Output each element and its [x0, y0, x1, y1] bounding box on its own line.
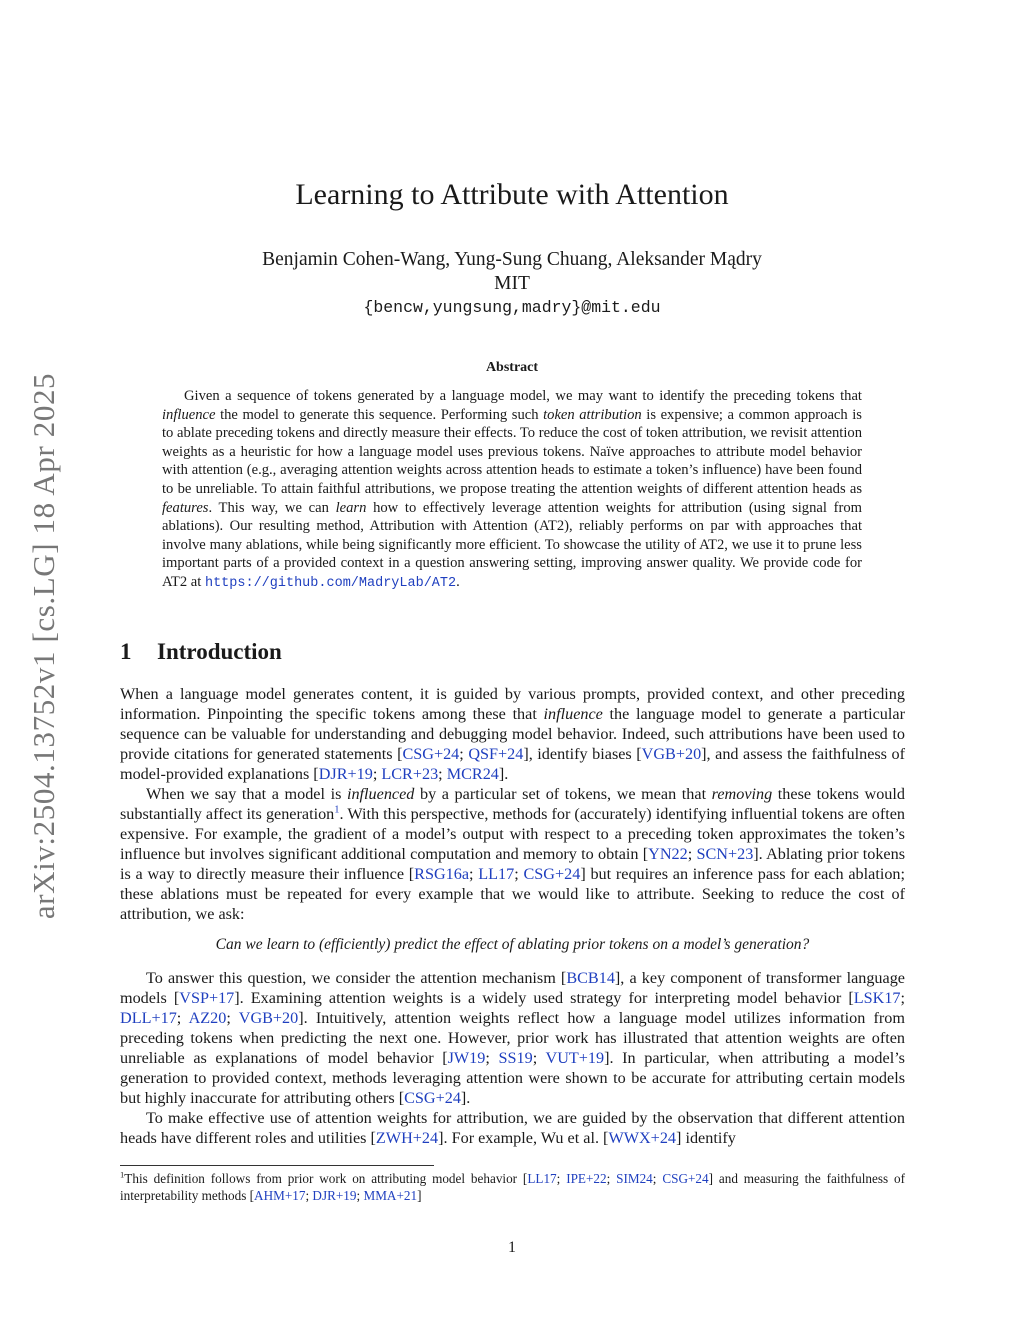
abstract-paragraph: Given a sequence of tokens generated by a language model, we may want to identify the preceding tokens that influence the model to generate this sequence. Performing such token attribution is expensive; a common approach is to ablate preceding tokens and directly measure their effects. To reduce the cost of token attribution, we revisit attention weights as a heuristic for how a language model uses previous tokens. Naïve approaches to attribute model behavior with attention (e.g., averaging attention weights across attention heads to estimate a token’s influence) have been found to be unreliable. To attain faithful attributions, we propose treating the attention weights of different attention heads as features. This way, we can learn how to effectively leverage attention weights for attribution (using signal from ablations). Our resulting method, Attribution with Attention (AT2), reliably performs on par with approaches that involve many ablations, while being significantly more efficient. To showcase the utility of AT2, we use it to prune less important parts of a provided context in a question answering setting, improving answer quality. We provide code for AT2 at https://github.com/MadryLab/AT2. — [162, 388, 862, 591]
code-link[interactable]: https://github.com/MadryLab/AT2 — [204, 575, 457, 591]
abstract-heading: Abstract — [485, 360, 539, 375]
citation-link[interactable]: VUT+19 — [545, 1049, 605, 1067]
footnote-mark: 1 — [120, 1169, 125, 1180]
citation-link[interactable]: VGB+20 — [238, 1009, 299, 1027]
citation-link[interactable]: LSK17 — [853, 989, 901, 1007]
page-number: 1 — [508, 1239, 516, 1256]
research-question: Can we learn to (efficiently) predict the effect of ablating prior tokens on a model’s generation? — [215, 936, 810, 953]
section-heading-introduction — [120, 639, 282, 665]
citation-link[interactable]: VGB+20 — [641, 745, 702, 763]
citation-link[interactable]: DJR+19 — [312, 1188, 357, 1203]
citation-link[interactable]: IPE+22 — [566, 1171, 607, 1186]
paragraph-3: To answer this question, we consider the attention mechanism [BCB14], a key component of transformer language models [VSP+17]. Examining attention weights is a widely used strategy for interpreting model behavior [LSK17; DLL+17; AZ20; VGB+20]. Intuitively, attention weights reflect how a language model utilizes information from preceding tokens when predicting the next one. However, prior work has illustrated that attention weights are often unreliable as explanations of model behavior [JW19; SS19; VUT+19]. In particular, when attributing a model’s generation to provided context, methods leveraging attention were shown to be accurate for attributing certain models but highly inaccurate for attributing others [CSG+24]. — [120, 969, 906, 1107]
citation-link[interactable]: JW19 — [447, 1049, 486, 1067]
arxiv-identifier — [16, 355, 72, 937]
footnote-1: $^1$This definition follows from prior work on attributing model behavior [LL17; IPE+22; SIM24; CSG+24] and measuring the faithfulness of interpretability methods [AHM+17; DJR+19; MMA+21] — [120, 1169, 905, 1203]
citation-link[interactable]: CSG+24 — [404, 1089, 461, 1107]
affiliation: MIT — [494, 273, 530, 294]
footnote-marker-link[interactable]: 1 — [334, 804, 340, 816]
citation-link[interactable]: ZWH+24 — [375, 1129, 439, 1147]
citation-link[interactable]: QSF+24 — [468, 745, 524, 763]
citation-link[interactable]: DJR+19 — [318, 765, 373, 783]
citation-link[interactable]: AHM+17 — [254, 1188, 306, 1203]
author-list: Benjamin Cohen-Wang, Yung-Sung Chuang, Aleksander Mądry — [262, 249, 762, 270]
citation-link[interactable]: CSG+24 — [402, 745, 460, 763]
citation-link[interactable]: LL17 — [527, 1171, 557, 1186]
introduction-body — [120, 684, 905, 1148]
citation-link[interactable]: SIM24 — [616, 1171, 653, 1186]
section-number: 1 — [120, 639, 132, 664]
citation-link[interactable]: CSG+24 — [523, 865, 581, 883]
citation-link[interactable]: WWX+24 — [608, 1129, 677, 1147]
citation-link[interactable]: BCB14 — [566, 969, 615, 987]
citation-link[interactable]: MCR24 — [446, 765, 499, 783]
citation-link[interactable]: VSP+17 — [179, 989, 235, 1007]
citation-link[interactable]: RSG16a — [414, 865, 470, 883]
citation-link[interactable]: LCR+23 — [381, 765, 439, 783]
author-email: {bencw,yungsung,madry}@mit.edu — [363, 298, 661, 317]
section-title: Introduction — [157, 639, 282, 664]
citation-link[interactable]: CSG+24 — [662, 1171, 709, 1186]
arxiv-identifier-text: arXiv:2504.13752v1 [cs.LG] 18 Apr 2025 — [26, 372, 62, 920]
paragraph-1: When a language model generates content, it is guided by various prompts, provided context, and other preceding information. Pinpointing the specific tokens among these that influence the language model to generate a particular sequence can be valuable for understanding and debugging model behavior. Indeed, such attributions have been used to provide citations for generated statements [CSG+24; QSF+24], identify biases [VGB+20], and assess the faithfulness of model-provided explanations [DJR+19; LCR+23; MCR24]. — [120, 685, 905, 783]
citation-link[interactable]: SCN+23 — [696, 845, 754, 863]
citation-link[interactable]: SS19 — [498, 1049, 533, 1067]
paragraph-2: When we say that a model is influenced by a particular set of tokens, we mean that removing these tokens would substantially affect its generation$^1$. With this perspective, methods for (accurately) identifying influential tokens are often expensive. For example, the gradient of a model’s output with respect to a preceding token approximates the token’s influence but involves significant additional computation and memory to obtain [YN22; SCN+23]. Ablating prior tokens is a way to directly measure their influence [RSG16a; LL17; CSG+24] but requires an inference pass for each ablation; these ablations must be repeated for every example that we would like to attribute. Seeking to reduce the cost of attribution, we ask: — [120, 785, 906, 923]
paragraph-4: To make effective use of attention weights for attribution, we are guided by the observation that different attention heads have different roles and utilities [ZWH+24]. For example, Wu et al. [WWX+24] identify — [120, 1109, 905, 1147]
abstract-body — [162, 387, 862, 594]
citation-link[interactable]: LL17 — [478, 865, 515, 883]
citation-link[interactable]: YN22 — [648, 845, 688, 863]
citation-link[interactable]: AZ20 — [188, 1009, 227, 1027]
citation-link[interactable]: MMA+21 — [363, 1188, 418, 1203]
footnote-rule — [120, 1165, 434, 1166]
citation-link[interactable]: DLL+17 — [120, 1009, 177, 1027]
paper-title: Learning to Attribute with Attention — [295, 178, 729, 211]
